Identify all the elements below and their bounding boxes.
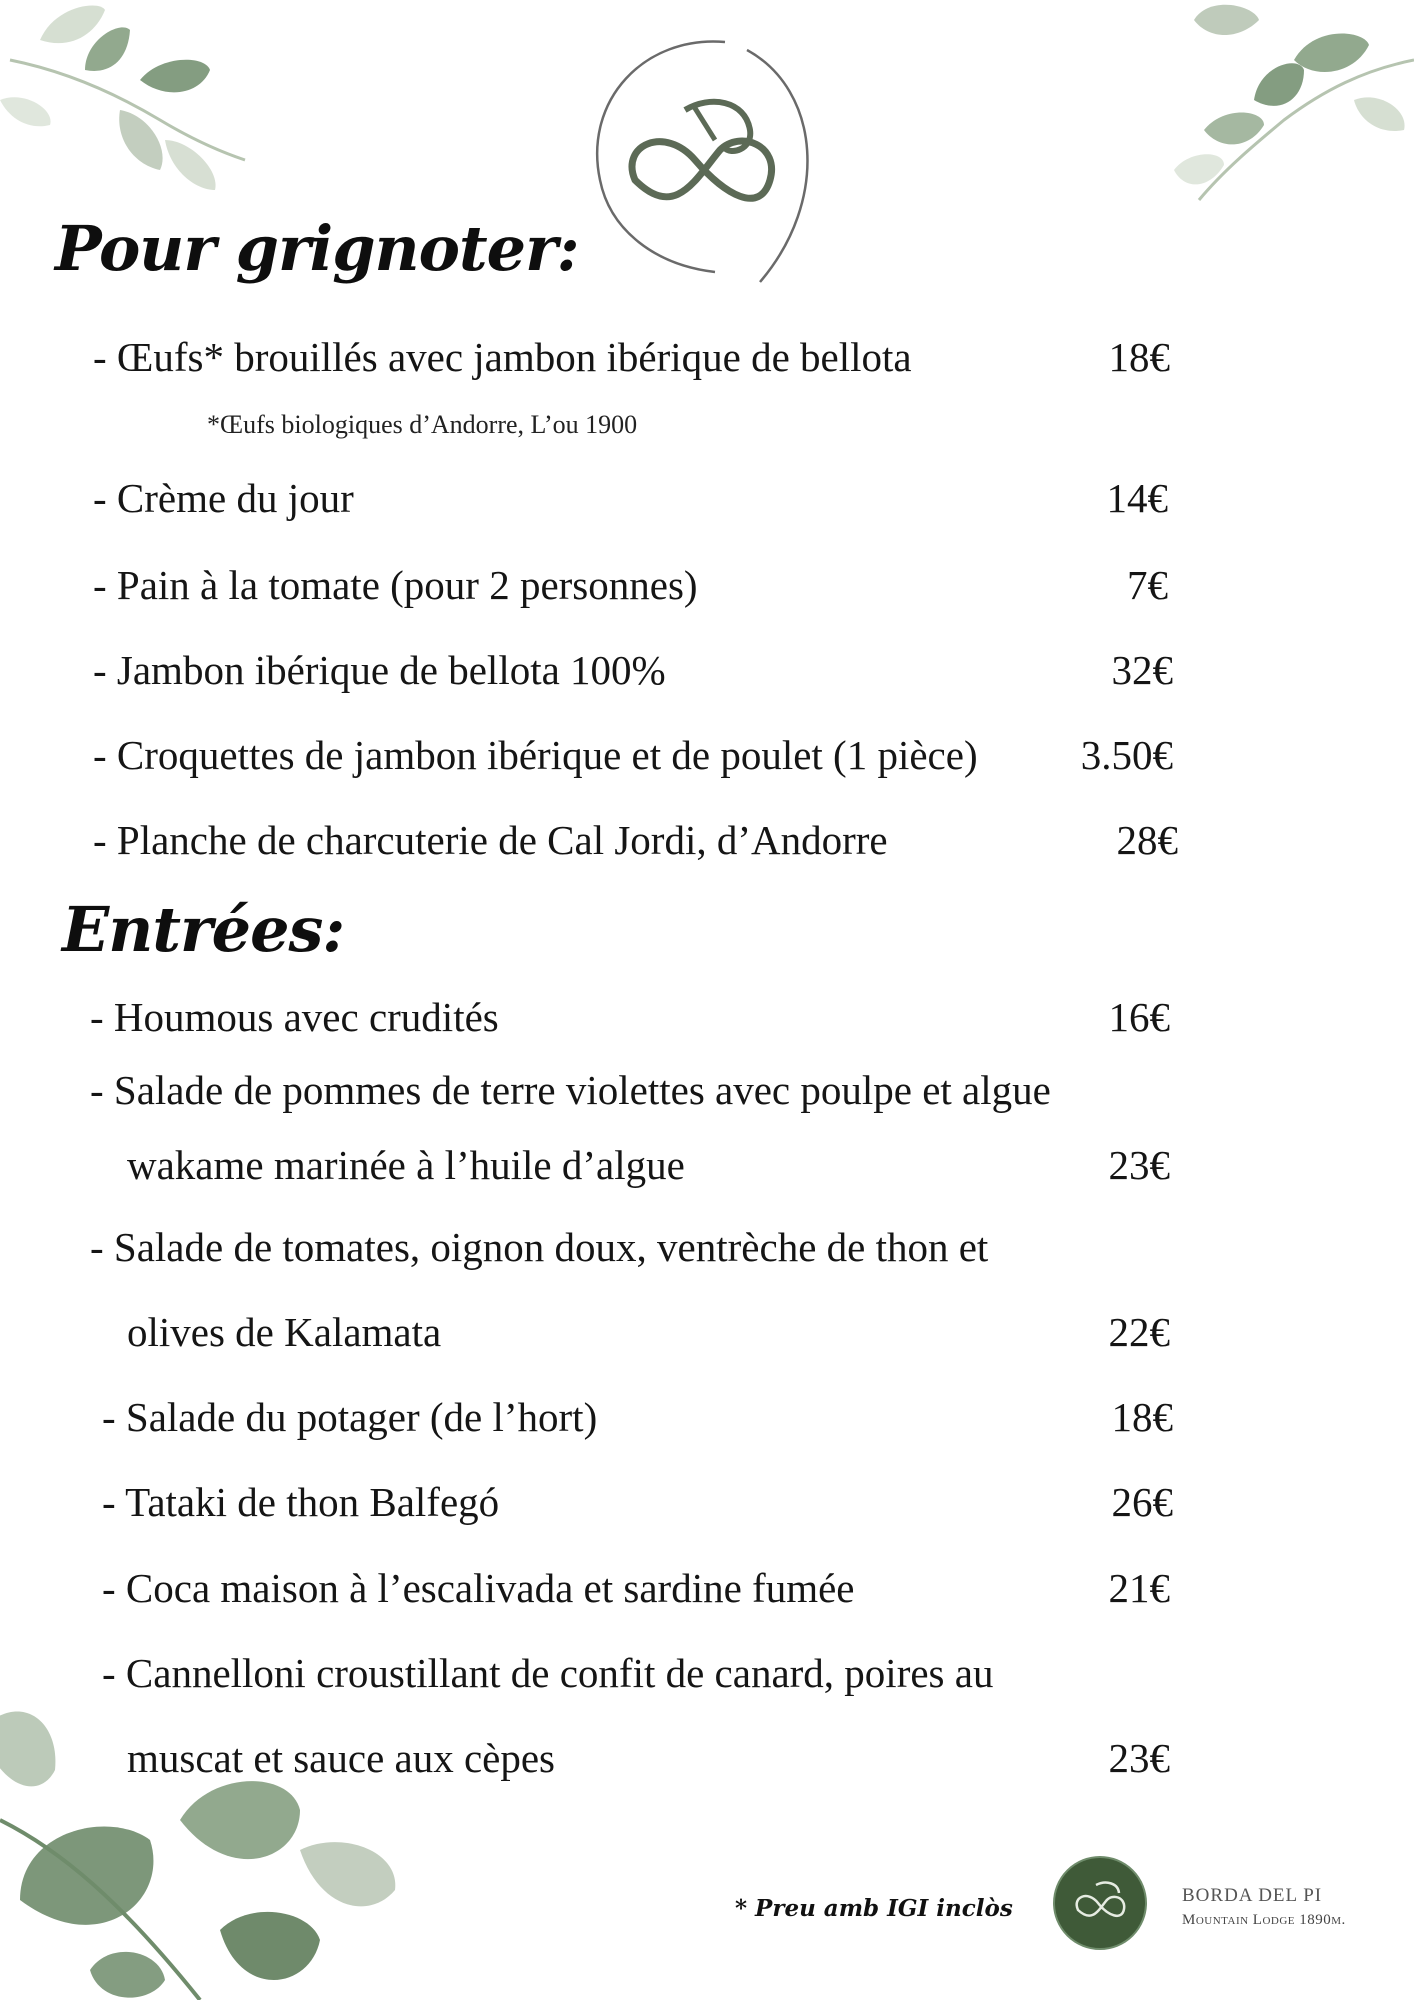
menu-item-price: 14€ — [1106, 475, 1168, 521]
menu-item-price: 28€ — [1116, 817, 1178, 863]
menu-item-name: - Œufs* brouillés avec jambon ibérique de bellota — [93, 334, 912, 380]
menu-item-price: 26€ — [1111, 1479, 1173, 1525]
borda-del-pi-monogram-logo — [575, 30, 845, 290]
menu-item-name-continued: olives de Kalamata — [127, 1309, 442, 1355]
leaf-decoration-bottom-left — [0, 1670, 420, 2000]
leaf-decoration-top-left — [0, 0, 260, 220]
menu-item-name: - Salade de pommes de terre violettes avec poulpe et algue — [90, 1067, 1051, 1113]
menu-item-name: - Tataki de thon Balfegó — [102, 1479, 500, 1525]
section-title-entrees: Entrées: — [62, 893, 345, 966]
menu-item-name: - Crème du jour — [93, 475, 354, 521]
menu-item-price: 7€ — [1127, 562, 1168, 608]
menu-item-price: 18€ — [1111, 1394, 1173, 1440]
section-title-pour-grignoter: Pour grignoter: — [55, 212, 579, 285]
menu-item-name: - Houmous avec crudités — [90, 994, 499, 1040]
menu-item-name: - Salade du potager (de l’hort) — [102, 1394, 598, 1440]
menu-item-price: 23€ — [1108, 1735, 1170, 1781]
tax-included-note: * Preu amb IGI inclòs — [735, 1895, 1013, 1922]
borda-del-pi-round-logo — [1052, 1855, 1148, 1951]
menu-item-price: 22€ — [1108, 1309, 1170, 1355]
leaf-decoration-top-right — [1164, 0, 1414, 230]
brand-name: BORDA DEL PI — [1182, 1885, 1323, 1906]
menu-item-name-continued: muscat et sauce aux cèpes — [127, 1735, 556, 1781]
menu-item-price: 21€ — [1108, 1565, 1170, 1611]
menu-item-name: - Croquettes de jambon ibérique et de poulet (1 pièce) — [93, 732, 978, 778]
menu-item-name: - Pain à la tomate (pour 2 personnes) — [93, 562, 698, 608]
menu-item-name: - Salade de tomates, oignon doux, ventrèche de thon et — [90, 1224, 989, 1270]
menu-item-name: - Cannelloni croustillant de confit de canard, poires au — [102, 1650, 994, 1696]
menu-item-name-continued: wakame marinée à l’huile d’algue — [127, 1142, 685, 1188]
menu-item-price: 3.50€ — [1080, 732, 1173, 778]
brand-subtitle: Mountain Lodge 1890m. — [1182, 1912, 1346, 1928]
menu-item-price: 18€ — [1108, 334, 1170, 380]
menu-item-price: 16€ — [1108, 994, 1170, 1040]
menu-item-name: - Jambon ibérique de bellota 100% — [93, 647, 666, 693]
menu-item-name: - Coca maison à l’escalivada et sardine fumée — [102, 1565, 855, 1611]
menu-item-name: - Planche de charcuterie de Cal Jordi, d’Andorre — [93, 817, 888, 863]
menu-item-price: 32€ — [1111, 647, 1173, 693]
menu-item-price: 23€ — [1108, 1142, 1170, 1188]
footnote-eggs: *Œufs biologiques d’Andorre, L’ou 1900 — [207, 410, 638, 439]
